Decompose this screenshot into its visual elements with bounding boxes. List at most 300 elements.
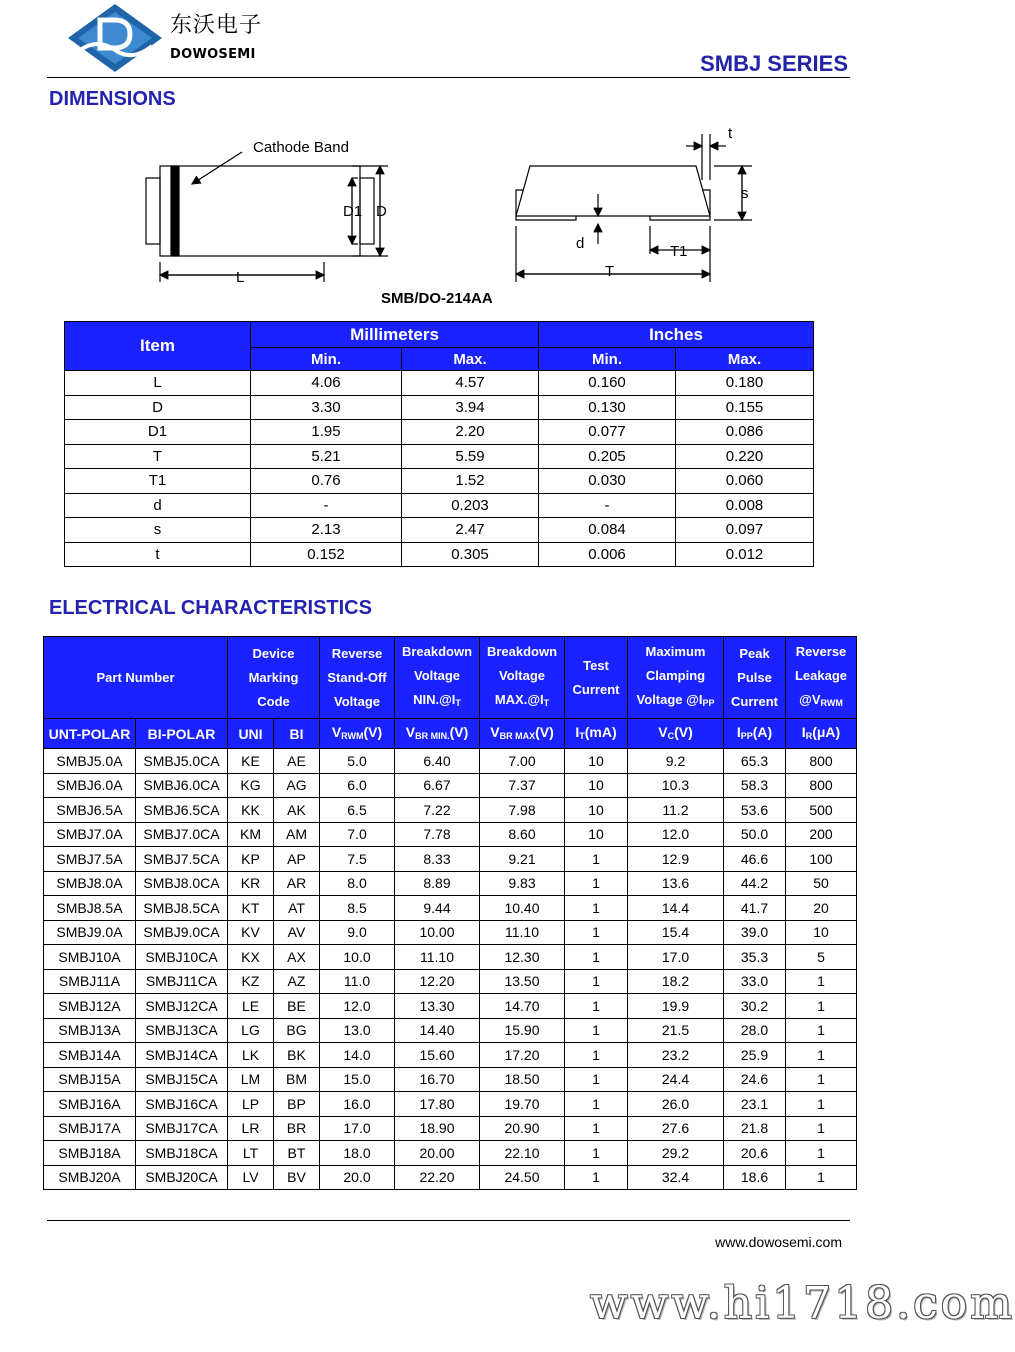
table-cell: SMBJ13A <box>44 1018 136 1043</box>
test-current-line-2: Current <box>572 681 620 697</box>
table-cell: LE <box>228 994 274 1019</box>
table-cell: SMBJ6.0CA <box>136 773 228 798</box>
brand-name: DOWOSEMI <box>170 47 256 62</box>
package-outline-drawing <box>130 120 770 310</box>
table-cell: 1 <box>565 1092 628 1117</box>
table-cell: 11.10 <box>480 920 565 945</box>
table-cell: SMBJ18CA <box>136 1141 228 1166</box>
table-cell: 1.95 <box>251 420 402 445</box>
table-cell: SMBJ8.5A <box>44 896 136 921</box>
table-cell: 25.9 <box>724 1043 786 1068</box>
dimension-label-d: D <box>376 203 387 220</box>
table-cell: 20.6 <box>724 1141 786 1166</box>
table-cell: 50 <box>786 871 857 896</box>
table-cell: 3.30 <box>251 395 402 420</box>
table-cell: 19.70 <box>480 1092 565 1117</box>
table-cell: 5 <box>786 945 857 970</box>
dimension-label-d1: D1 <box>343 203 363 220</box>
dimension-row <box>65 469 814 494</box>
table-cell: SMBJ5.0CA <box>136 749 228 774</box>
part-row <box>44 1043 857 1068</box>
table-cell: 0.077 <box>539 420 676 445</box>
table-cell: SMBJ5.0A <box>44 749 136 774</box>
cathode-band-label: Cathode Band <box>253 139 349 156</box>
side-view <box>516 134 752 282</box>
marking-code-line-3: Code <box>257 693 290 709</box>
table-cell: SMBJ6.5A <box>44 798 136 823</box>
table-cell: 1 <box>565 1018 628 1043</box>
table-cell: KP <box>228 847 274 872</box>
table-cell: SMBJ14A <box>44 1043 136 1068</box>
vbr-min-unit: $V_{BR MIN.}(V)$ <box>395 719 480 749</box>
table-cell: 0.086 <box>676 420 814 445</box>
clamping-line-1: Maximum <box>645 644 706 659</box>
table-cell: 24.6 <box>724 1067 786 1092</box>
table-cell: 23.1 <box>724 1092 786 1117</box>
table-cell: 100 <box>786 847 857 872</box>
table-cell: 1 <box>565 1043 628 1068</box>
table-cell: 10 <box>565 822 628 847</box>
table-cell: 2.20 <box>402 420 539 445</box>
table-cell: 0.205 <box>539 444 676 469</box>
table-cell: SMBJ8.0A <box>44 871 136 896</box>
table-cell: 17.20 <box>480 1043 565 1068</box>
part-row <box>44 994 857 1019</box>
table-cell: 7.0 <box>320 822 395 847</box>
table-cell: SMBJ12A <box>44 994 136 1019</box>
website-url: www.dowosemi.com <box>715 1234 842 1250</box>
table-cell: 6.67 <box>395 773 480 798</box>
table-cell: 0.180 <box>676 371 814 396</box>
table-cell: 17.80 <box>395 1092 480 1117</box>
dimension-row <box>65 371 814 396</box>
table-cell: 8.89 <box>395 871 480 896</box>
table-cell: 12.30 <box>480 945 565 970</box>
table-cell: SMBJ16CA <box>136 1092 228 1117</box>
part-row <box>44 1018 857 1043</box>
table-cell: 1 <box>786 1092 857 1117</box>
dimension-label-t1: T1 <box>670 243 688 260</box>
series-title: SMBJ SERIES <box>700 51 848 76</box>
table-cell: BP <box>274 1092 320 1117</box>
table-cell: 11.2 <box>628 798 724 823</box>
table-cell: 20.0 <box>320 1165 395 1190</box>
electrical-title: ELECTRICAL CHARACTERISTICS <box>49 597 372 619</box>
bi-polar-header: BI-POLAR <box>136 719 228 749</box>
part-row <box>44 773 857 798</box>
clamping-voltage-header <box>628 637 724 719</box>
table-cell: - <box>251 493 402 518</box>
table-cell: KV <box>228 920 274 945</box>
table-cell: BG <box>274 1018 320 1043</box>
table-cell: 1 <box>565 994 628 1019</box>
table-cell: D <box>65 395 251 420</box>
table-cell: 26.0 <box>628 1092 724 1117</box>
table-cell: 1 <box>786 969 857 994</box>
bv-max-line-1: Breakdown <box>486 644 558 659</box>
table-cell: SMBJ7.0CA <box>136 822 228 847</box>
dimension-label-l: L <box>236 269 245 286</box>
part-row <box>44 896 857 921</box>
part-row <box>44 822 857 847</box>
table-cell: SMBJ12CA <box>136 994 228 1019</box>
table-cell: 800 <box>786 749 857 774</box>
table-cell: 13.30 <box>395 994 480 1019</box>
dimensions-table <box>64 321 814 567</box>
inch-max-header: Max. <box>676 348 814 371</box>
table-cell: 7.98 <box>480 798 565 823</box>
table-cell: 11.10 <box>395 945 480 970</box>
table-cell: 6.5 <box>320 798 395 823</box>
table-cell: AE <box>274 749 320 774</box>
cathode-band <box>171 166 179 256</box>
table-cell: SMBJ11CA <box>136 969 228 994</box>
dimension-row <box>65 542 814 567</box>
leakage-line-2: Leakage <box>794 668 848 683</box>
table-cell: 1 <box>565 945 628 970</box>
table-cell: 6.40 <box>395 749 480 774</box>
table-cell: 1 <box>565 920 628 945</box>
table-cell: t <box>65 542 251 567</box>
table-cell: 41.7 <box>724 896 786 921</box>
bv-min-line-1: Breakdown <box>401 644 473 659</box>
table-cell: 1 <box>786 1165 857 1190</box>
mm-max-header: Max. <box>402 348 539 371</box>
table-cell: 22.20 <box>395 1165 480 1190</box>
table-cell: 15.0 <box>320 1067 395 1092</box>
table-cell: KR <box>228 871 274 896</box>
table-cell: SMBJ18A <box>44 1141 136 1166</box>
peak-pulse-current-header <box>724 637 786 719</box>
vc-unit: $V_C(V)$ <box>628 719 724 749</box>
table-cell: BM <box>274 1067 320 1092</box>
breakdown-min-header <box>395 637 480 719</box>
part-row <box>44 945 857 970</box>
table-cell: 1 <box>565 896 628 921</box>
package-caption: SMB/DO-214AA <box>381 290 493 307</box>
table-cell: 4.57 <box>402 371 539 396</box>
part-row <box>44 847 857 872</box>
table-cell: 0.220 <box>676 444 814 469</box>
leakage-line-3: $@V_{RWM}$ <box>799 692 843 708</box>
table-cell: 7.37 <box>480 773 565 798</box>
table-cell: 1 <box>786 1141 857 1166</box>
table-cell: BT <box>274 1141 320 1166</box>
table-cell: KM <box>228 822 274 847</box>
standoff-line-3: Voltage <box>334 693 380 709</box>
table-cell: 9.0 <box>320 920 395 945</box>
table-cell: 0.152 <box>251 542 402 567</box>
table-cell: SMBJ15CA <box>136 1067 228 1092</box>
table-cell: 53.6 <box>724 798 786 823</box>
table-cell: AV <box>274 920 320 945</box>
table-cell: 0.155 <box>676 395 814 420</box>
table-cell: SMBJ17A <box>44 1116 136 1141</box>
table-cell: 13.0 <box>320 1018 395 1043</box>
table-cell: LM <box>228 1067 274 1092</box>
table-cell: SMBJ9.0CA <box>136 920 228 945</box>
standoff-voltage-header <box>320 637 395 719</box>
dimension-row <box>65 395 814 420</box>
peak-line-2: Pulse <box>737 669 772 685</box>
table-cell: AG <box>274 773 320 798</box>
table-cell: 1 <box>565 969 628 994</box>
table-cell: AR <box>274 871 320 896</box>
table-cell: 24.50 <box>480 1165 565 1190</box>
dimension-row <box>65 493 814 518</box>
standoff-line-1: Reverse <box>331 645 383 661</box>
table-cell: 9.2 <box>628 749 724 774</box>
table-cell: LT <box>228 1141 274 1166</box>
clamping-line-2: Clamping <box>645 668 706 683</box>
table-cell: 9.44 <box>395 896 480 921</box>
table-cell: 16.70 <box>395 1067 480 1092</box>
table-cell: SMBJ14CA <box>136 1043 228 1068</box>
peak-line-1: Peak <box>739 645 770 661</box>
standoff-line-2: Stand-Off <box>327 669 387 685</box>
table-cell: 0.012 <box>676 542 814 567</box>
table-cell: 1.52 <box>402 469 539 494</box>
table-cell: 1 <box>786 1043 857 1068</box>
table-cell: SMBJ13CA <box>136 1018 228 1043</box>
table-cell: SMBJ17CA <box>136 1116 228 1141</box>
marking-code-line-1: Device <box>252 645 295 661</box>
it-unit: $I_T(mA)$ <box>565 719 628 749</box>
clamping-line-3: Voltage $@I_{PP}$ <box>636 692 715 708</box>
table-cell: SMBJ20A <box>44 1165 136 1190</box>
vbr-max-unit: $V_{BR MAX}(V)$ <box>480 719 565 749</box>
table-cell: KK <box>228 798 274 823</box>
marking-code-line-2: Marking <box>248 669 299 685</box>
table-cell: 21.5 <box>628 1018 724 1043</box>
table-cell: SMBJ8.0CA <box>136 871 228 896</box>
part-row <box>44 871 857 896</box>
reverse-leakage-header <box>786 637 857 719</box>
table-cell: 65.3 <box>724 749 786 774</box>
table-cell: 0.006 <box>539 542 676 567</box>
table-cell: 1 <box>786 994 857 1019</box>
part-row <box>44 920 857 945</box>
table-cell: 1 <box>565 1067 628 1092</box>
millimeters-header: Millimeters <box>251 322 539 348</box>
table-cell: 29.2 <box>628 1141 724 1166</box>
table-cell: 1 <box>565 847 628 872</box>
table-cell: LG <box>228 1018 274 1043</box>
uni-marking-header: UNI <box>228 719 274 749</box>
table-cell: SMBJ16A <box>44 1092 136 1117</box>
part-number-header: Part Number <box>44 637 228 719</box>
table-cell: 2.13 <box>251 518 402 543</box>
table-cell: 10 <box>565 798 628 823</box>
table-cell: 17.0 <box>628 945 724 970</box>
table-cell: 44.2 <box>724 871 786 896</box>
table-cell: KG <box>228 773 274 798</box>
table-cell: 14.4 <box>628 896 724 921</box>
dimensions-table-body <box>65 371 814 567</box>
table-cell: 15.60 <box>395 1043 480 1068</box>
footer-divider <box>47 1220 850 1221</box>
part-row <box>44 1165 857 1190</box>
mm-min-header: Min. <box>251 348 402 371</box>
table-cell: 1 <box>565 1165 628 1190</box>
part-row <box>44 1116 857 1141</box>
bv-min-line-2: Voltage <box>414 668 460 683</box>
table-cell: 500 <box>786 798 857 823</box>
table-cell: AX <box>274 945 320 970</box>
dimensions-title: DIMENSIONS <box>49 88 176 110</box>
table-cell: 46.6 <box>724 847 786 872</box>
table-cell: 10 <box>786 920 857 945</box>
table-cell: 15.4 <box>628 920 724 945</box>
item-header: Item <box>65 322 251 371</box>
dimension-label-d-small: d <box>576 235 585 252</box>
marking-code-header <box>228 637 320 719</box>
table-cell: AZ <box>274 969 320 994</box>
table-cell: BR <box>274 1116 320 1141</box>
table-cell: 0.030 <box>539 469 676 494</box>
table-cell: 800 <box>786 773 857 798</box>
table-cell: 0.130 <box>539 395 676 420</box>
dimension-label-t-small: t <box>728 125 733 142</box>
table-cell: SMBJ8.5CA <box>136 896 228 921</box>
peak-line-3: Current <box>731 693 778 709</box>
table-cell: 24.4 <box>628 1067 724 1092</box>
table-cell: 10.00 <box>395 920 480 945</box>
table-cell: 19.9 <box>628 994 724 1019</box>
bi-marking-header: BI <box>274 719 320 749</box>
table-cell: 12.20 <box>395 969 480 994</box>
table-cell: 8.33 <box>395 847 480 872</box>
table-cell: 13.50 <box>480 969 565 994</box>
table-cell: 14.70 <box>480 994 565 1019</box>
dowosemi-logo <box>66 2 164 74</box>
table-cell: T <box>65 444 251 469</box>
table-cell: D1 <box>65 420 251 445</box>
table-cell: 2.47 <box>402 518 539 543</box>
vrwm-unit: $V_{RWM}(V)$ <box>320 719 395 749</box>
bv-min-line-3: $NIN.@I_T$ <box>413 692 461 708</box>
table-cell: KX <box>228 945 274 970</box>
table-cell: 5.0 <box>320 749 395 774</box>
table-cell: 5.59 <box>402 444 539 469</box>
table-cell: 0.76 <box>251 469 402 494</box>
electrical-characteristics-table <box>43 636 857 1190</box>
table-cell: 16.0 <box>320 1092 395 1117</box>
test-current-line-1: Test <box>583 657 609 673</box>
table-cell: 7.00 <box>480 749 565 774</box>
table-cell: 33.0 <box>724 969 786 994</box>
table-cell: 1 <box>786 1116 857 1141</box>
table-cell: 13.6 <box>628 871 724 896</box>
table-cell: 0.060 <box>676 469 814 494</box>
table-cell: SMBJ6.5CA <box>136 798 228 823</box>
table-cell: 39.0 <box>724 920 786 945</box>
table-cell: LV <box>228 1165 274 1190</box>
table-cell: 17.0 <box>320 1116 395 1141</box>
table-cell: L <box>65 371 251 396</box>
table-cell: AT <box>274 896 320 921</box>
leakage-line-1: Reverse <box>795 644 847 659</box>
uni-polar-header: UNT-POLAR <box>44 719 136 749</box>
table-cell: 14.40 <box>395 1018 480 1043</box>
table-cell: d <box>65 493 251 518</box>
part-row <box>44 749 857 774</box>
table-cell: LP <box>228 1092 274 1117</box>
table-cell: 58.3 <box>724 773 786 798</box>
table-cell: 10 <box>565 749 628 774</box>
table-cell: 18.0 <box>320 1141 395 1166</box>
table-cell: 15.90 <box>480 1018 565 1043</box>
table-cell: AP <box>274 847 320 872</box>
part-row <box>44 1067 857 1092</box>
part-row <box>44 1092 857 1117</box>
table-cell: SMBJ20CA <box>136 1165 228 1190</box>
table-cell: AK <box>274 798 320 823</box>
table-cell: 0.084 <box>539 518 676 543</box>
watermark: www.hi1718.com <box>590 1278 1015 1329</box>
table-cell: 5.21 <box>251 444 402 469</box>
electrical-table-body <box>44 749 857 1190</box>
table-cell: 14.0 <box>320 1043 395 1068</box>
table-cell: SMBJ11A <box>44 969 136 994</box>
table-cell: 3.94 <box>402 395 539 420</box>
table-cell: T1 <box>65 469 251 494</box>
table-cell: 0.203 <box>402 493 539 518</box>
table-cell: KT <box>228 896 274 921</box>
table-cell: 8.5 <box>320 896 395 921</box>
dimension-row <box>65 420 814 445</box>
bv-max-line-3: $MAX.@I_T$ <box>494 692 550 708</box>
table-cell: 1 <box>565 871 628 896</box>
part-row <box>44 798 857 823</box>
table-cell: 0.008 <box>676 493 814 518</box>
table-cell: 27.6 <box>628 1116 724 1141</box>
dimension-row <box>65 444 814 469</box>
dimension-row <box>65 518 814 543</box>
table-cell: KE <box>228 749 274 774</box>
table-cell: 0.305 <box>402 542 539 567</box>
table-cell: BE <box>274 994 320 1019</box>
bv-max-line-2: Voltage <box>499 668 545 683</box>
table-cell: 200 <box>786 822 857 847</box>
table-cell: 1 <box>786 1067 857 1092</box>
table-cell: 6.0 <box>320 773 395 798</box>
table-cell: 1 <box>565 1141 628 1166</box>
table-cell: SMBJ9.0A <box>44 920 136 945</box>
table-cell: 12.9 <box>628 847 724 872</box>
part-row <box>44 1141 857 1166</box>
inches-header: Inches <box>539 322 814 348</box>
table-cell: 1 <box>565 1116 628 1141</box>
breakdown-max-header <box>480 637 565 719</box>
table-cell: 10 <box>565 773 628 798</box>
table-cell: 8.60 <box>480 822 565 847</box>
part-row <box>44 969 857 994</box>
table-cell: SMBJ15A <box>44 1067 136 1092</box>
header-divider <box>47 77 850 78</box>
table-cell: 9.21 <box>480 847 565 872</box>
table-cell: 12.0 <box>320 994 395 1019</box>
table-cell: 10.40 <box>480 896 565 921</box>
inch-min-header: Min. <box>539 348 676 371</box>
ipp-unit: $I_{PP}(A)$ <box>724 719 786 749</box>
table-cell: 18.50 <box>480 1067 565 1092</box>
table-cell: AM <box>274 822 320 847</box>
table-cell: 35.3 <box>724 945 786 970</box>
table-cell: LK <box>228 1043 274 1068</box>
table-cell: 4.06 <box>251 371 402 396</box>
table-cell: 11.0 <box>320 969 395 994</box>
